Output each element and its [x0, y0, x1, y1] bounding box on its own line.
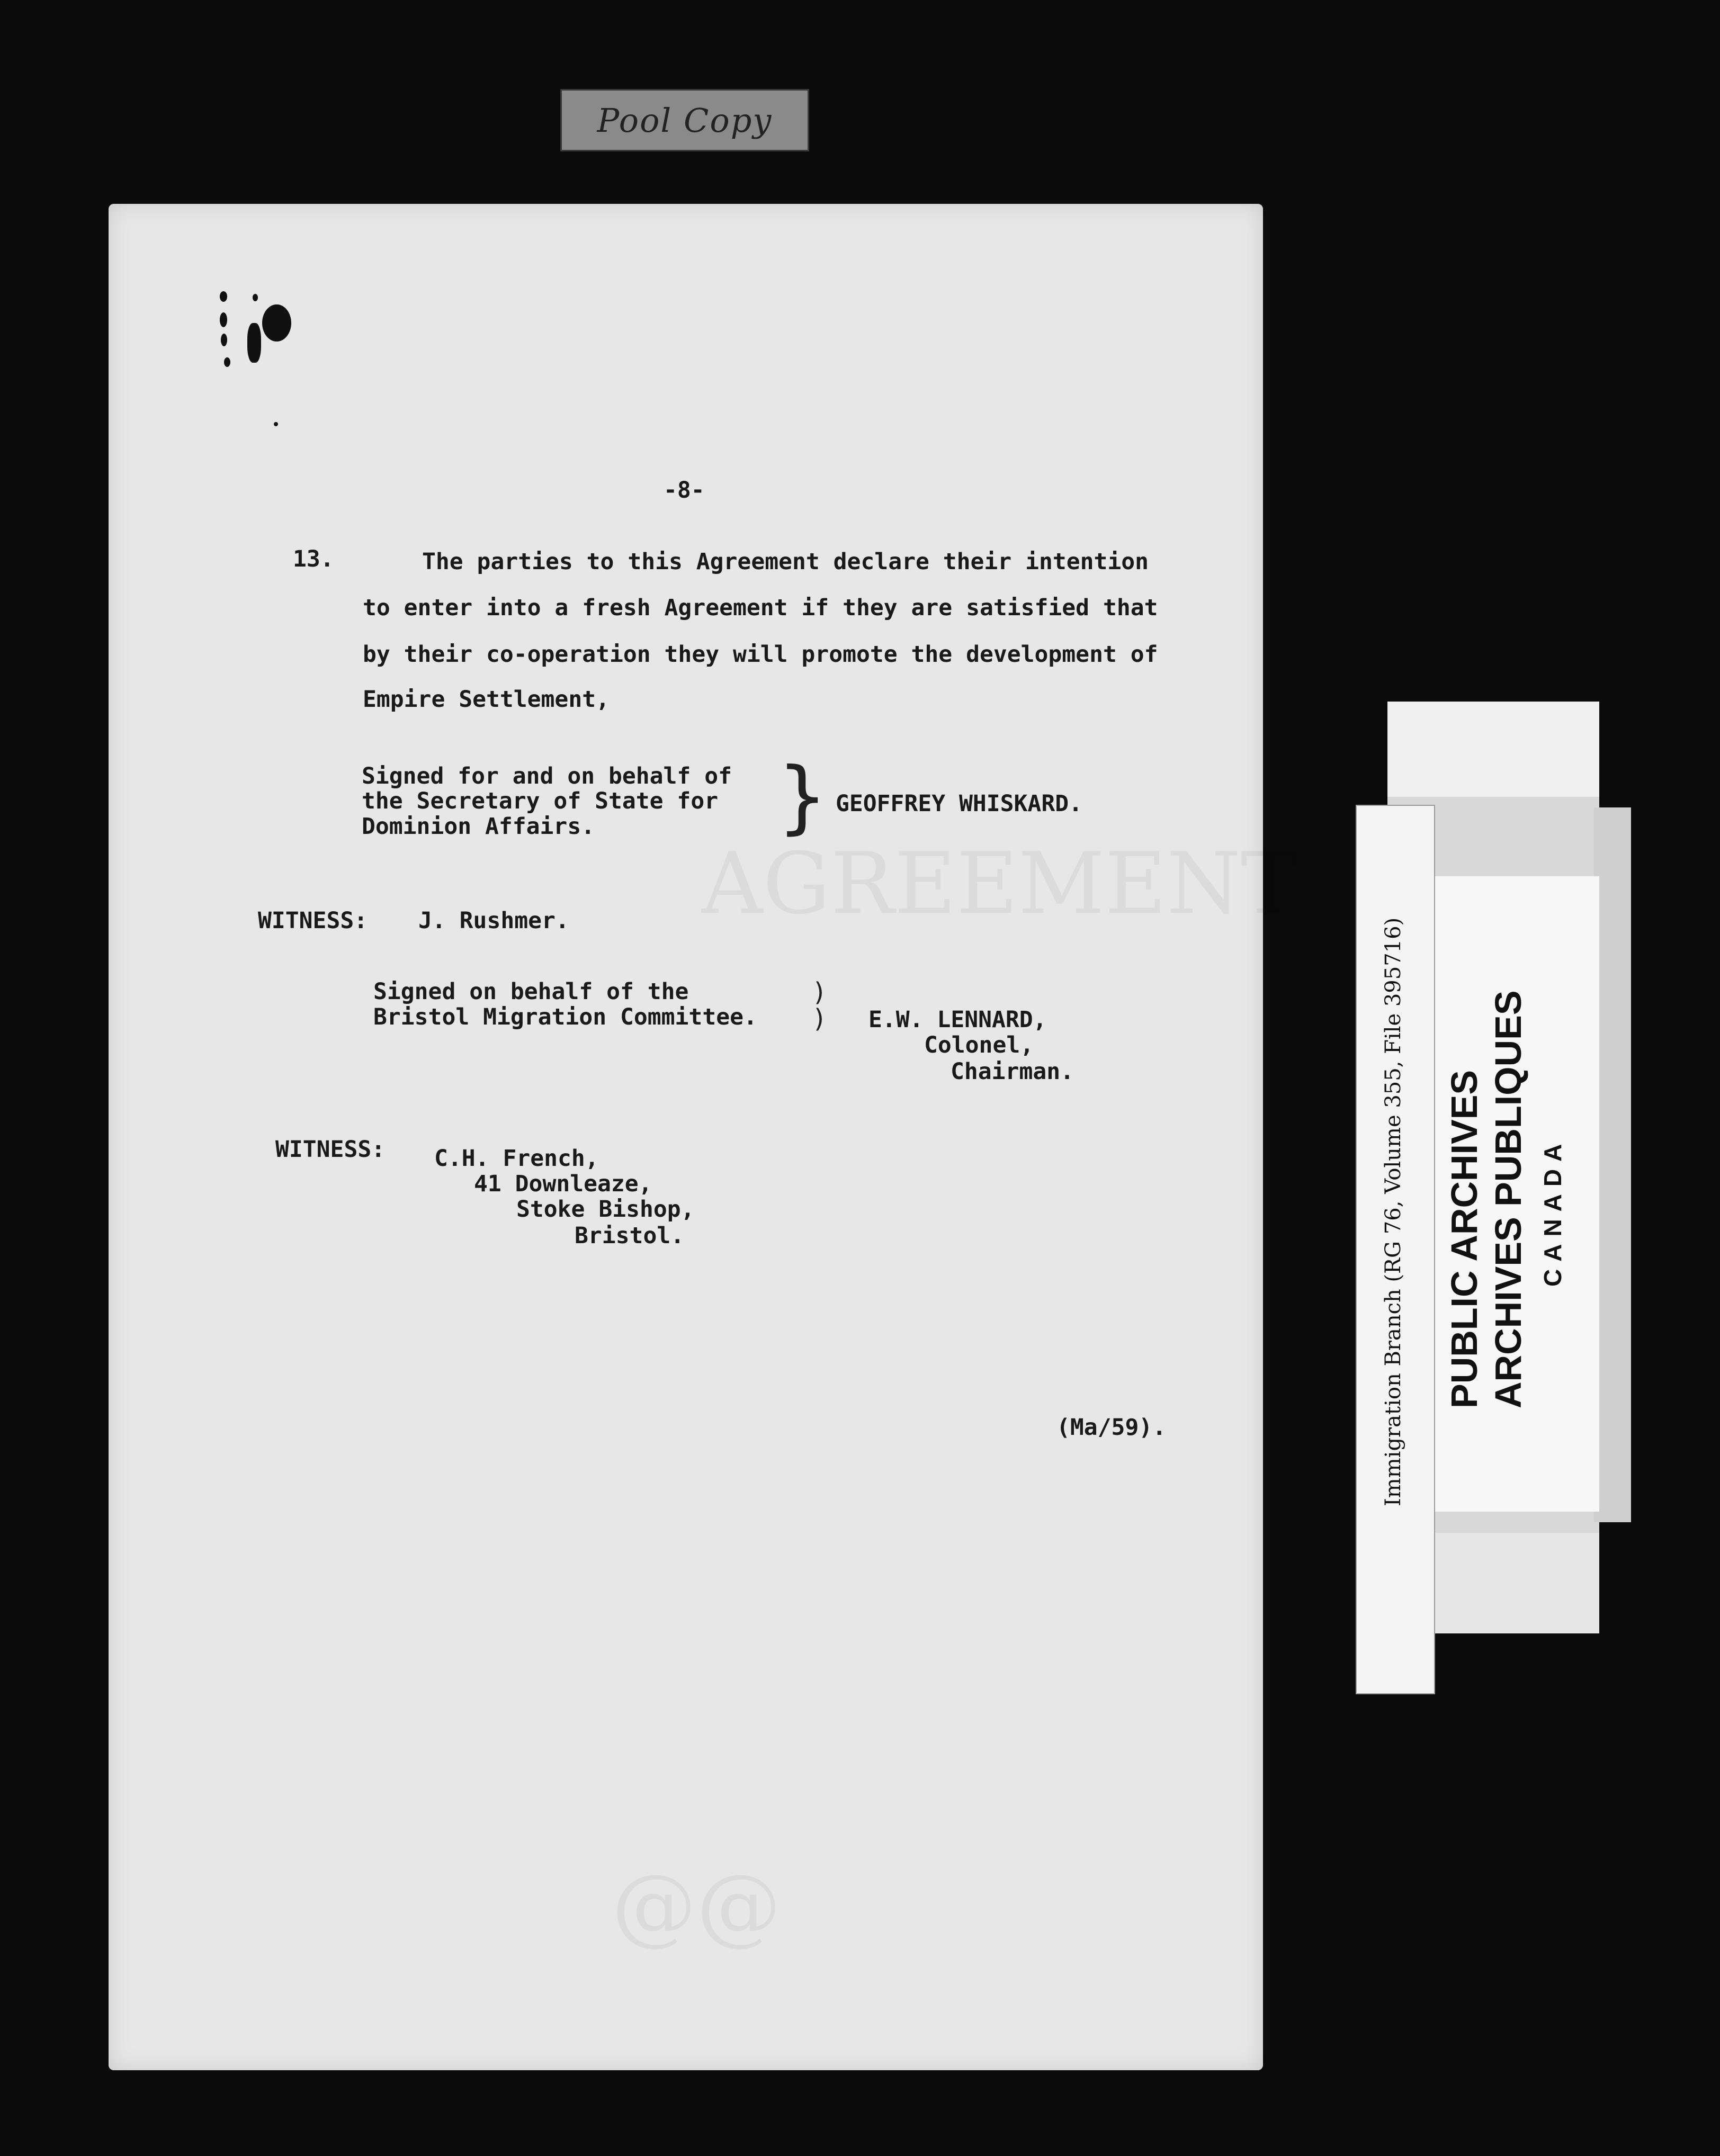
page-number: -8- [664, 477, 705, 504]
sign-block-line: Signed for and on behalf of [362, 763, 732, 789]
signatory-line: E.W. LENNARD, [868, 1007, 1047, 1033]
paragraph-line: Empire Settlement, [363, 686, 610, 713]
ink-mark [247, 323, 261, 363]
ink-mark [253, 294, 258, 301]
witness-address-line: 41 Downleaze, [474, 1171, 652, 1197]
signatory-line: Chairman. [951, 1058, 1074, 1085]
ink-mark [221, 334, 227, 346]
signatory-line: Colonel, [924, 1032, 1034, 1058]
label-paper [1387, 702, 1599, 797]
bleed-through-mark: AGREEMENT [702, 834, 1297, 933]
label-paper [1594, 807, 1631, 1522]
ink-mark [224, 357, 230, 367]
bleed-through-mark: @@ [612, 1856, 781, 1955]
brace-mark: } [778, 751, 827, 843]
witness-address-line: C.H. French, [434, 1145, 599, 1172]
sign-block-line: Signed on behalf of the [373, 978, 689, 1005]
archive-line-canada: CANADA [1539, 1136, 1566, 1287]
signatory-name: GEOFFREY WHISKARD. [836, 790, 1082, 817]
archive-label [1356, 702, 1631, 1633]
archive-reference: Immigration Branch (RG 76, Volume 355, File 395716) [1381, 917, 1405, 1506]
document-page [109, 204, 1297, 2070]
witness-label: WITNESS: [258, 908, 368, 934]
witness-address-line: Stoke Bishop, [516, 1196, 695, 1223]
ink-mark [274, 422, 278, 426]
sign-block-line: Bristol Migration Committee. [373, 1004, 757, 1030]
archive-line-publiques: ARCHIVES PUBLIQUES [1488, 990, 1529, 1408]
pool-copy-tab [560, 89, 809, 151]
witness-label: WITNESS: [275, 1136, 386, 1163]
paragraph-line: The parties to this Agreement declare their intention [422, 549, 1149, 575]
sign-block-line: the Secretary of State for [362, 788, 719, 814]
ink-mark [220, 312, 227, 327]
ink-blot [262, 304, 291, 342]
paren-mark: ) [812, 1004, 827, 1034]
paren-mark: ) [812, 977, 827, 1007]
ink-mark [220, 291, 227, 302]
archive-line-public: PUBLIC ARCHIVES [1444, 1070, 1485, 1408]
witness-name: J. Rushmer. [418, 908, 569, 934]
paragraph-line: to enter into a fresh Agreement if they are satisfied that [363, 595, 1158, 621]
paragraph-number: 13. [293, 546, 334, 572]
paragraph-line: by their co-operation they will promote the development of [363, 641, 1158, 668]
document-reference: (Ma/59). [1056, 1414, 1167, 1441]
sign-block-line: Dominion Affairs. [362, 813, 595, 840]
witness-address-line: Bristol. [575, 1223, 685, 1249]
tab-label-text: Pool Copy [597, 101, 773, 140]
